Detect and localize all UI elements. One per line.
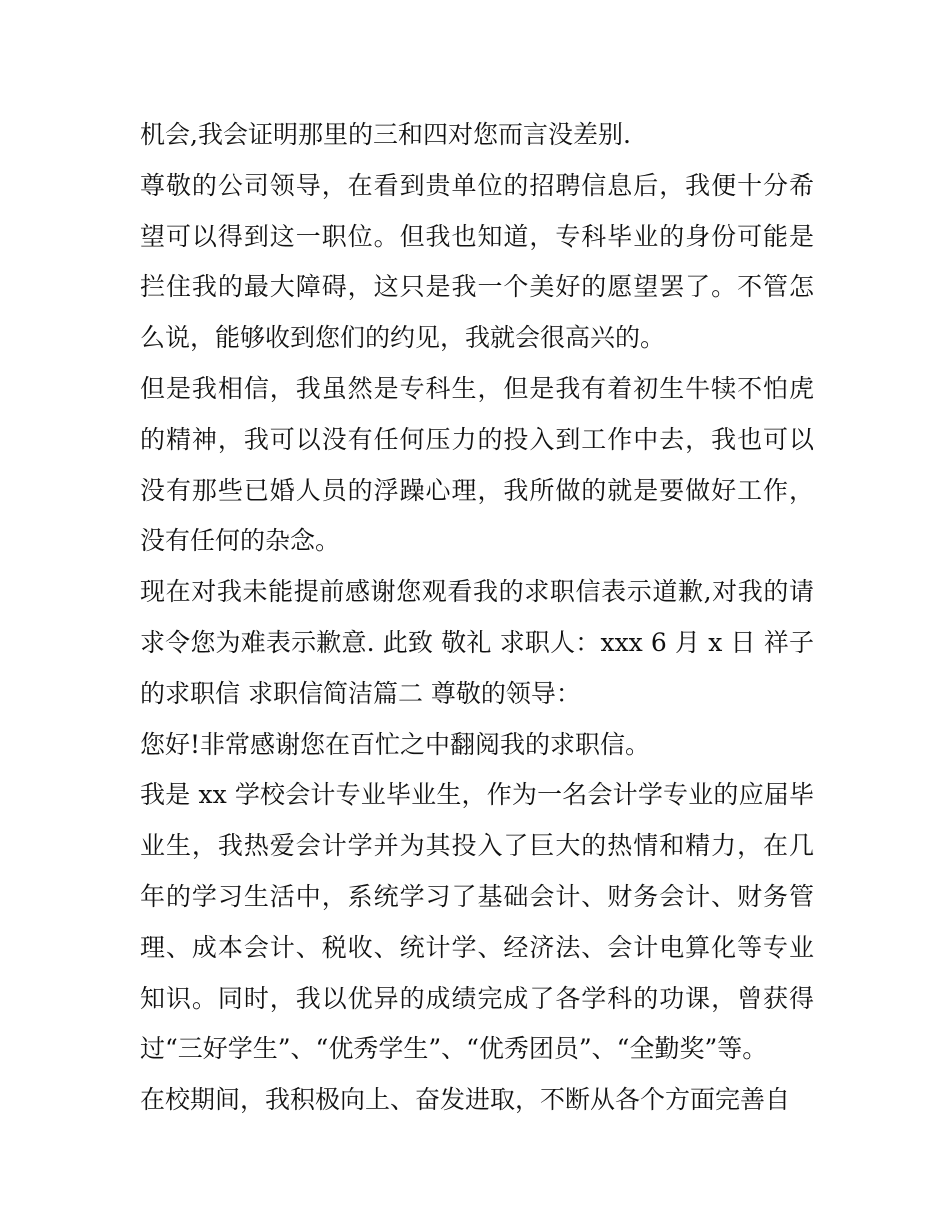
paragraph-7: 在校期间，我积极向上、奋发进取，不断从各个方面完善自	[140, 1085, 791, 1115]
paragraph-3: 但是我相信，我虽然是专科生，但是我有着初生牛犊不怕虎的精神，我可以没有任何压力的投入到工作中去，我也可以没有那些已婚人员的浮躁心理，我所做的就是要做好工作，没有任何的杂念。	[140, 373, 814, 556]
document-body	[140, 110, 814, 1126]
paragraph-4: 现在对我未能提前感谢您观看我的求职信表示道歉,对我的请求令您为难表示歉意. 此致 敬礼 求职人：xxx 6 月 x 日 祥子的求职信 求职信简洁篇二 尊敬的领导：	[140, 577, 814, 708]
paragraph-5: 您好!非常感谢您在百忙之中翻阅我的求职信。	[140, 729, 651, 759]
paragraph-1: 机会,我会证明那里的三和四对您而言没差别.	[140, 120, 631, 149]
paragraph-6: 我是 xx 学校会计专业毕业生，作为一名会计学专业的应届毕业生，我热爱会计学并为其投入了巨大的热情和精力，在几年的学习生活中，系统学习了基础会计、财务会计、财务管理、成本会计、税收、统计学、经济法、会计电算化等专业知识。同时，我以优异的成绩完成了各学科的功课，曾获得过“三好学生”、“优秀学生”、“优秀团员”、“全勤奖”等。	[140, 780, 814, 1064]
paragraph-2: 尊敬的公司领导，在看到贵单位的招聘信息后，我便十分希望可以得到这一职位。但我也知道，专科毕业的身份可能是拦住我的最大障碍，这只是我一个美好的愿望罢了。不管怎么说，能够收到您们的约见，我就会很高兴的。	[140, 170, 814, 353]
